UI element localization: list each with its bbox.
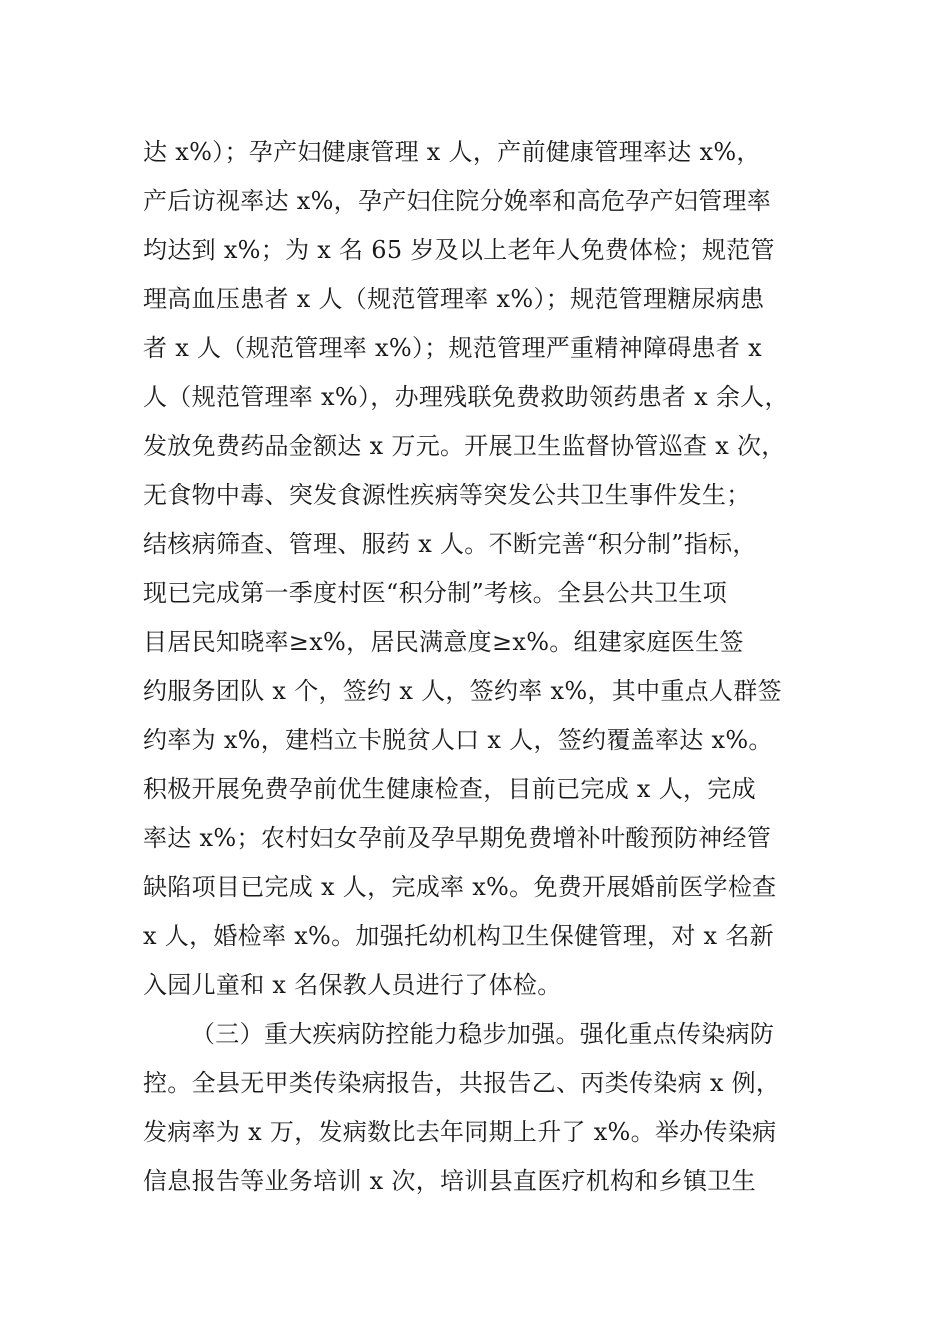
text-line-22: 信息报告等业务培训 x 次，培训县直医疗机构和乡镇卫生 bbox=[143, 1167, 756, 1195]
text-line-4: 理高血压患者 x 人（规范管理率 x%）；规范管理糖尿病患 bbox=[143, 285, 765, 313]
text-line-5: 者 x 人（规范管理率 x%）；规范管理严重精神障碍患者 x bbox=[143, 334, 762, 362]
text-line-12: 约服务团队 x 个，签约 x 人，签约率 x%，其中重点人群签 bbox=[143, 677, 782, 705]
document-body bbox=[143, 128, 823, 1206]
text-line-11: 目居民知晓率≥x%，居民满意度≥x%。组建家庭医生签 bbox=[143, 628, 744, 656]
text-line-1: 达 x%）；孕产妇健康管理 x 人，产前健康管理率达 x%， bbox=[143, 138, 761, 166]
text-line-15: 率达 x%；农村妇女孕前及孕早期免费增补叶酸预防神经管 bbox=[143, 824, 772, 852]
text-line-2: 产后访视率达 x%，孕产妇住院分娩率和高危孕产妇管理率 bbox=[143, 187, 772, 215]
text-line-13: 约率为 x%，建档立卡脱贫人口 x 人，签约覆盖率达 x%。 bbox=[143, 726, 773, 754]
text-line-20: 控。全县无甲类传染病报告，共报告乙、丙类传染病 x 例， bbox=[143, 1069, 781, 1097]
section-heading-line: （三）重大疾病防控能力稳步加强。强化重点传染病防 bbox=[191, 1020, 775, 1048]
text-line-6: 人（规范管理率 x%），办理残联免费救助领药患者 x 余人， bbox=[143, 383, 789, 411]
text-line-21: 发病率为 x 万，发病数比去年同期上升了 x%。举办传染病 bbox=[143, 1118, 777, 1146]
text-line-10: 现已完成第一季度村医“积分制”考核。全县公共卫生项 bbox=[143, 579, 728, 607]
text-line-9: 结核病筛查、管理、服药 x 人。不断完善“积分制”指标， bbox=[143, 530, 757, 558]
text-line-8: 无食物中毒、突发食源性疾病等突发公共卫生事件发生； bbox=[143, 481, 751, 509]
text-line-3: 均达到 x%；为 x 名 65 岁及以上老年人免费体检；规范管 bbox=[143, 236, 775, 264]
text-line-14: 积极开展免费孕前优生健康检查，目前已完成 x 人，完成 bbox=[143, 775, 756, 803]
text-line-17: x 人，婚检率 x%。加强托幼机构卫生保健管理，对 x 名新 bbox=[143, 922, 774, 950]
text-line-16: 缺陷项目已完成 x 人，完成率 x%。免费开展婚前医学检查 bbox=[143, 873, 777, 901]
text-line-18: 入园儿童和 x 名保教人员进行了体检。 bbox=[143, 971, 562, 999]
text-line-7: 发放免费药品金额达 x 万元。开展卫生监督协管巡查 x 次， bbox=[143, 432, 786, 460]
